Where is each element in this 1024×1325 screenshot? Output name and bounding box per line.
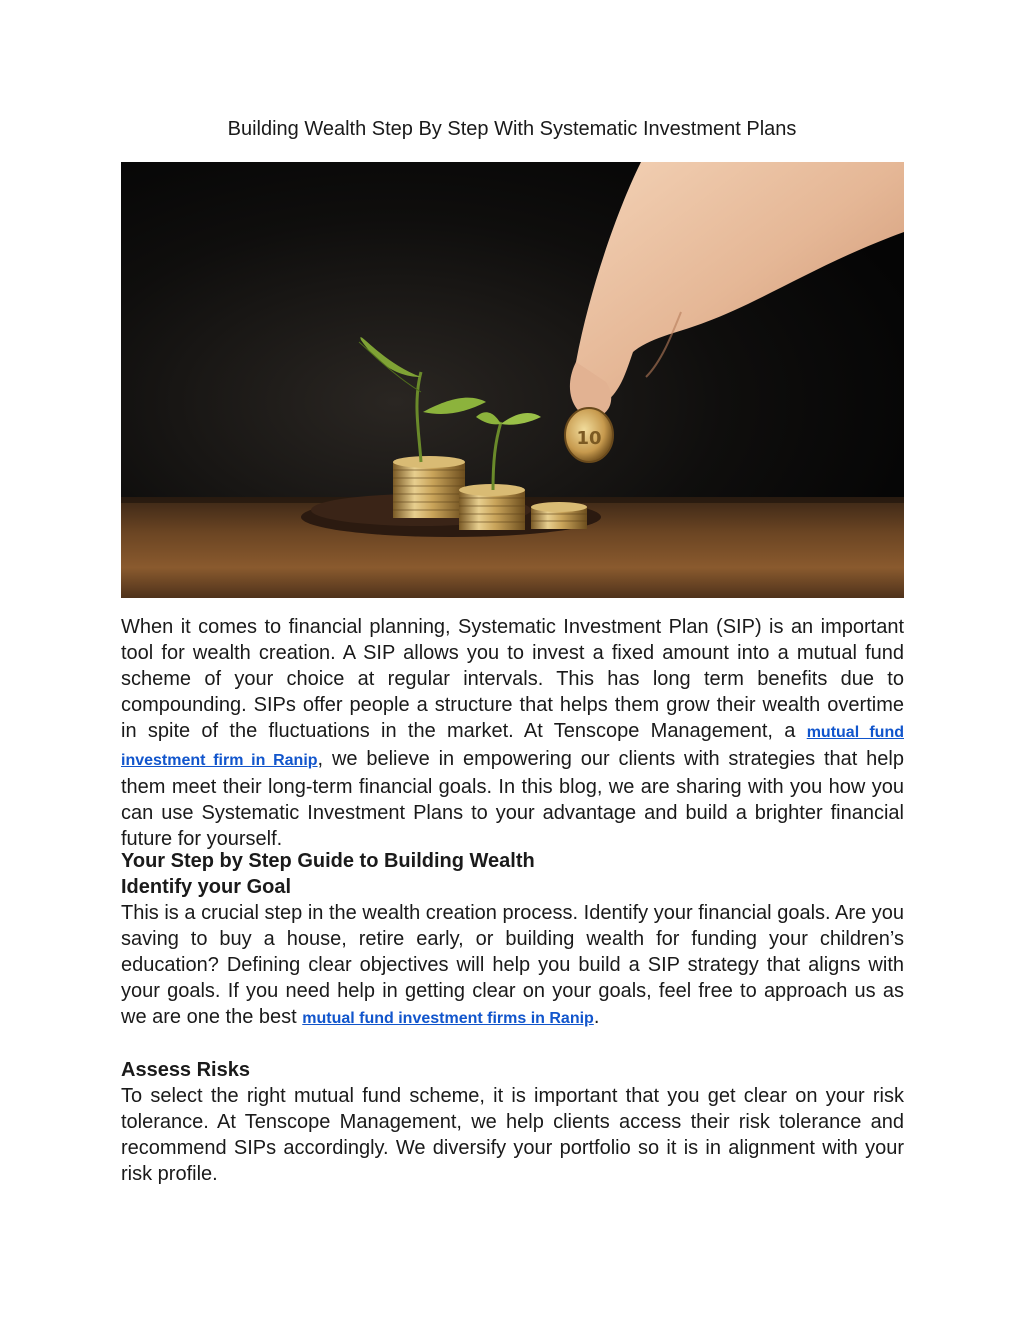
risks-text: To select the right mutual fund scheme, it is important that you get clear on your risk tolerance. At Tenscope Management, we help clients access their risk tolerance and recommend SIPs accordingly. We diversify your portfolio so it is in alignment with your risk profile.	[121, 1085, 904, 1185]
goal-paragraph	[121, 900, 904, 1032]
goal-text: This is a crucial step in the wealth creation process. Identify your financial goals. Are you saving to buy a house, retire early, or building wealth for funding your children’s education? Defining clear objectives will help you build a SIP strategy that aligns with your goals. If you need help in getting clear on your goals, feel free to approach us as we are one the best	[121, 902, 904, 1028]
firm-link[interactable]: mutual fund investment firm in Ranip	[121, 724, 904, 769]
intro-paragraph	[121, 614, 904, 852]
intro-text-end: , we believe in empowering our clients with strategies that help them meet their long-term financial goals. In this blog, we are sharing with you how you can use Systematic Investment Plans to your advantage and build a brighter financial future for yourself.	[121, 748, 904, 850]
guide-heading: Your Step by Step Guide to Building Wealth	[121, 850, 535, 872]
goal-heading: Identify your Goal	[121, 876, 292, 898]
risks-heading: Assess Risks	[121, 1059, 250, 1081]
firms-link[interactable]: mutual fund investment firms in Ranip	[302, 1010, 594, 1027]
intro-text-start: When it comes to financial planning, Systematic Investment Plan (SIP) is an important tool for wealth creation. A SIP allows you to invest a fixed amount into a mutual fund scheme of your choice at regular intervals. This has long term benefits due to compounding. SIPs offer people a structure that helps them grow their wealth overtime in spite of the fluctuations in the market. At Tenscope Management, a	[121, 616, 904, 742]
document-title: Building Wealth Step By Step With Systematic Investment Plans	[227, 118, 797, 140]
hero-image	[121, 162, 904, 598]
risks-paragraph	[121, 1083, 904, 1187]
svg-text:10: 10	[576, 428, 602, 449]
goal-text-end: .	[593, 1006, 600, 1028]
